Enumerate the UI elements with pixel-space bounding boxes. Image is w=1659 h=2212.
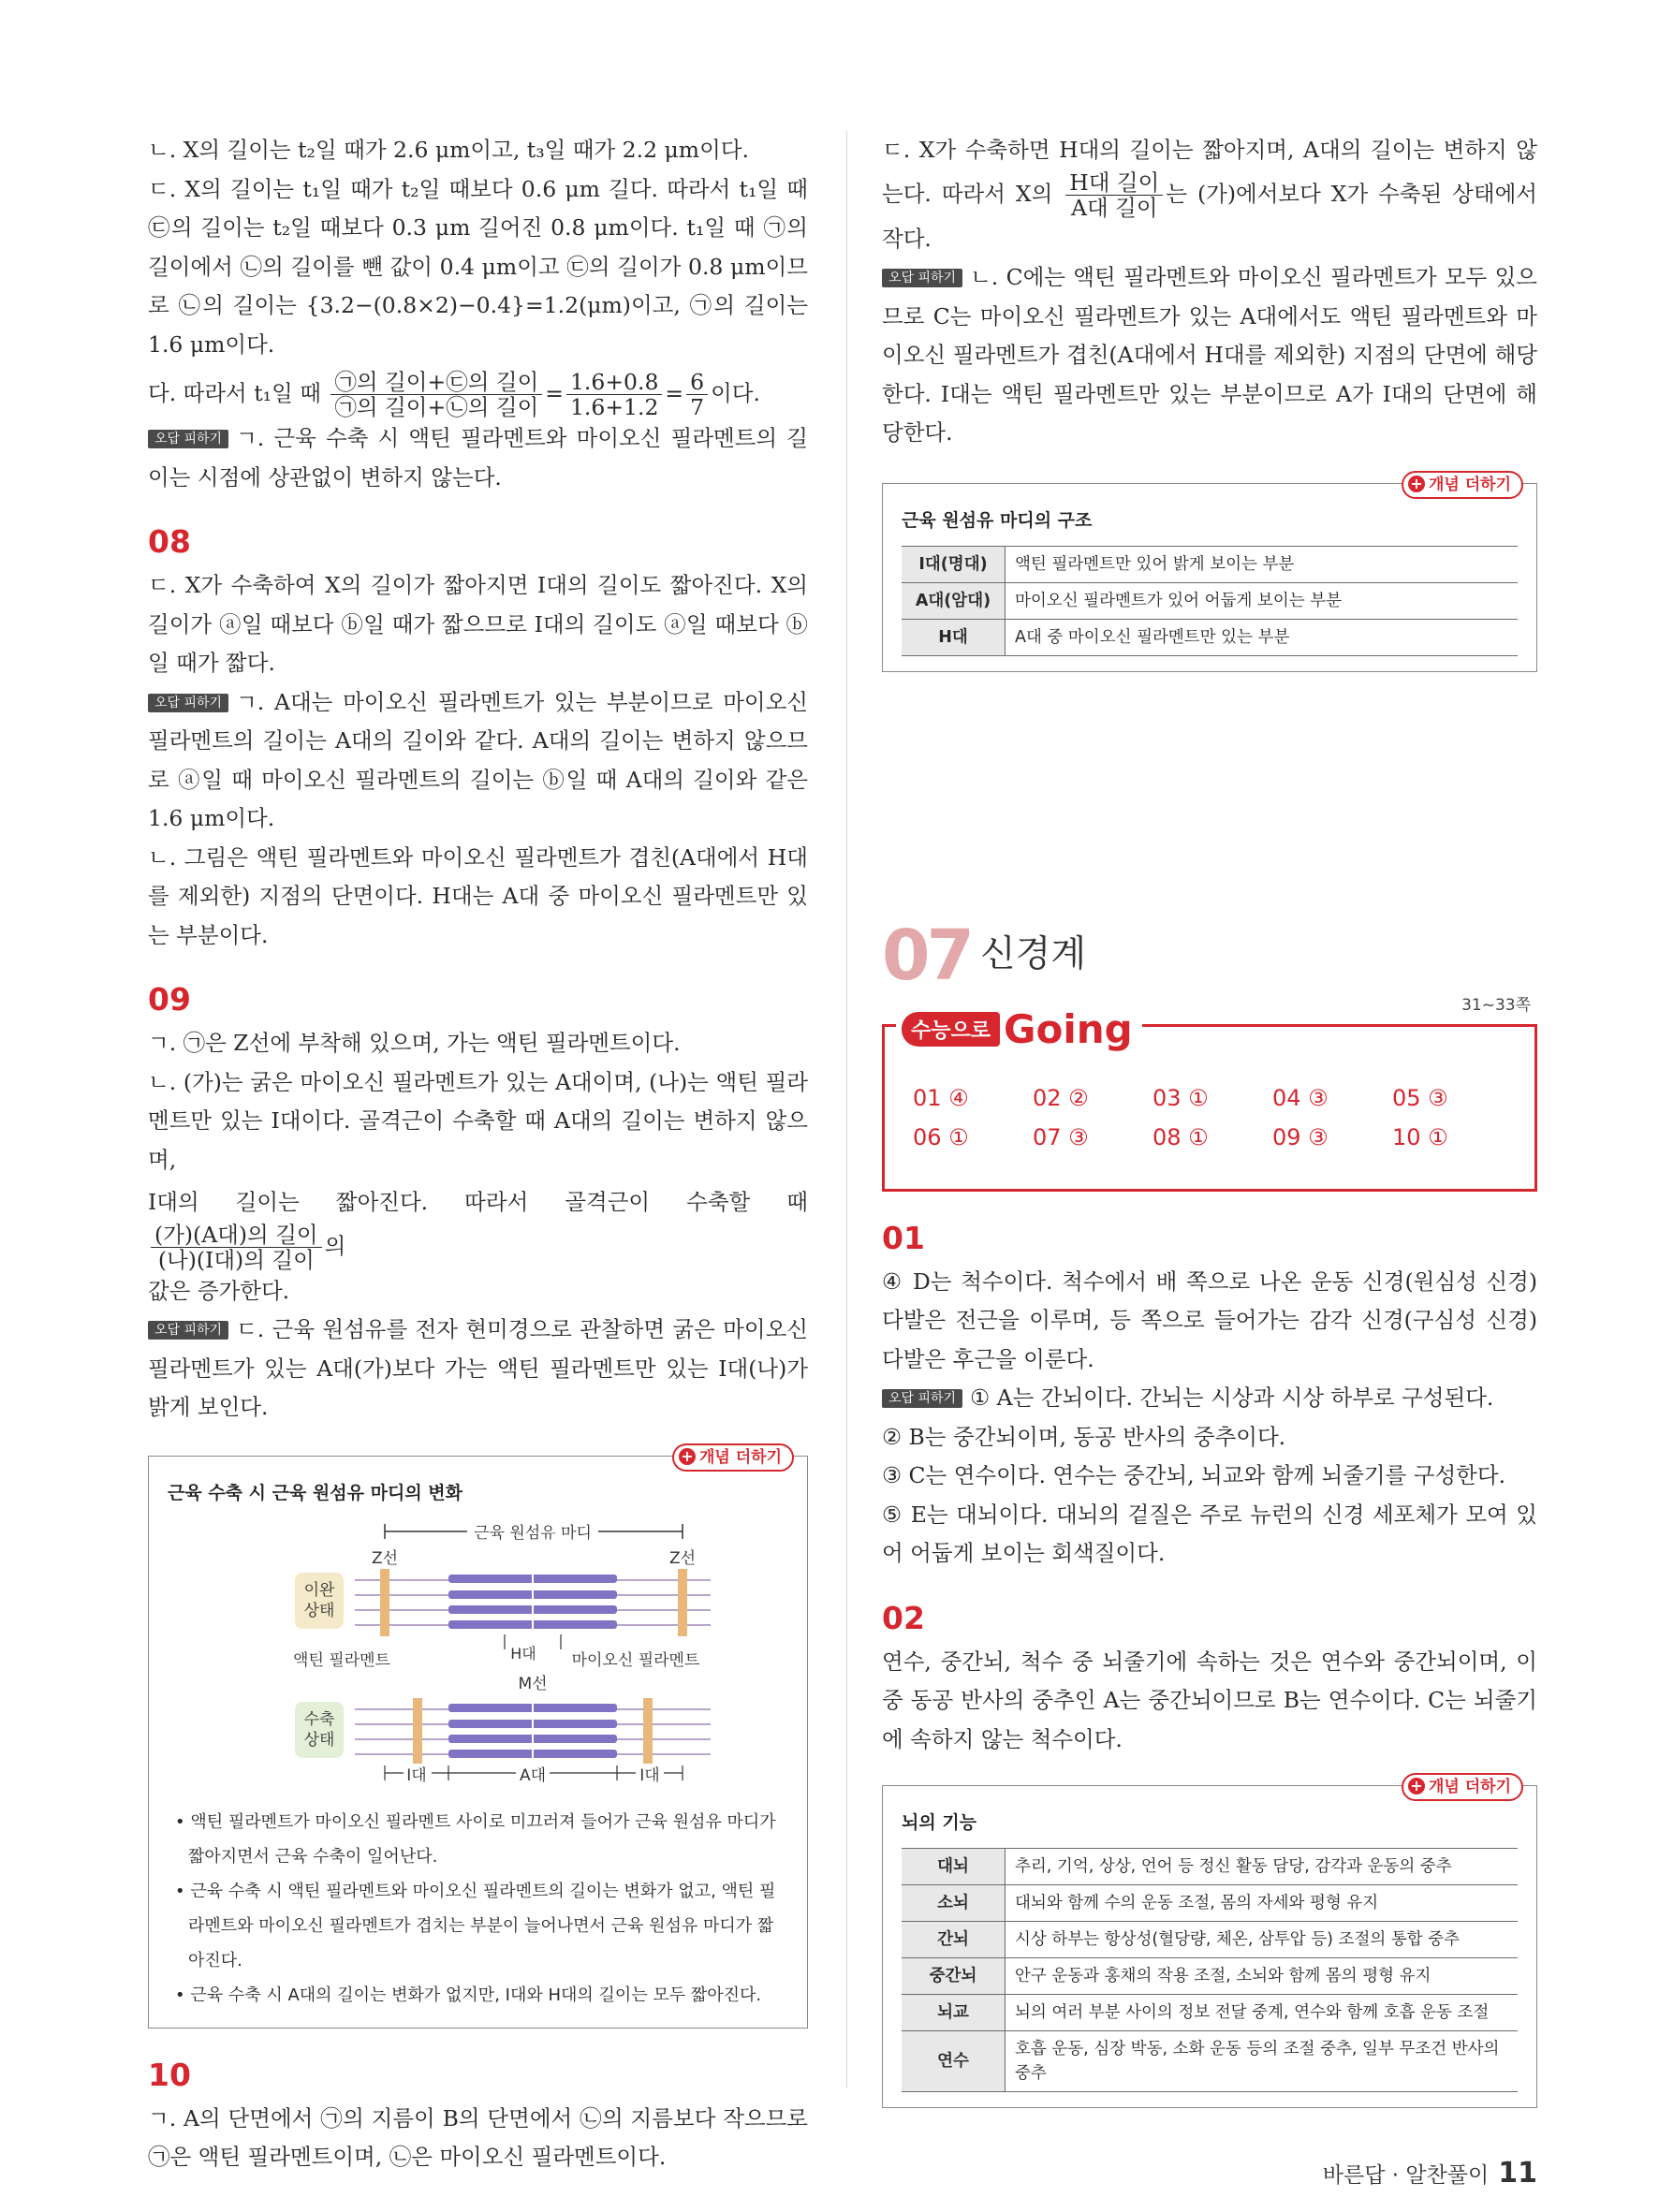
z-line-contracted-left [413, 1698, 422, 1765]
bullet-text: 액틴 필라멘트가 마이오신 필라멘트 사이로 미끄러져 들어가 근육 원섬유 마디가 짧아지면서 근육 수축이 일어난다. [188, 1811, 776, 1867]
box-title: 근육 원섬유 마디의 구조 [902, 509, 1093, 531]
frac-numerator: 1.6+0.8 [566, 370, 662, 395]
concept-plus-badge [672, 1443, 794, 1472]
q01-line: ⑤ E는 대뇌이다. 대뇌의 겉질은 주로 뉴런의 신경 세포체가 모여 있어 어둡게 보이는 회색질이다. [882, 1501, 1537, 1566]
q01-wrong-text: ① A는 간뇌이다. 간뇌는 시상과 시상 하부로 구성된다. [970, 1384, 1494, 1411]
column-divider [846, 131, 847, 2087]
row-value: 추리, 기억, 상상, 언어 등 정신 활동 담당, 감각과 운동의 중추 [1006, 1849, 1519, 1885]
sarcomere-diagram [168, 1518, 785, 1790]
left-column [148, 131, 808, 2177]
row-key: H대 [902, 619, 1006, 655]
frac-denominator: ㉠의 길이+㉡의 길이 [334, 394, 539, 420]
footer-label: 바른답 · 알찬풀이 [1322, 2163, 1490, 2188]
row-key: 대뇌 [902, 1849, 1006, 1885]
going-label [896, 1006, 1142, 1052]
row-key: 간뇌 [902, 1922, 1006, 1958]
frac-numerator: (가)(A대)의 길이 [151, 1223, 322, 1248]
q07-fraction-line: 다. 따라서 t₁일 때 $\frac{\text{㉠의 길이+㉢의 길이}}{\text{㉠의 길이+㉡의 길이}}$ = $\frac{1.6+0.8}{1.6+1.2}$ = $\frac{6}{7}$ 이다. [148, 369, 760, 420]
q09-text-a: ㄱ. ㉠은 Z선에 부착해 있으며, 가는 액틴 필라멘트이다. [148, 1030, 681, 1056]
brain-function-table [902, 1848, 1518, 2092]
table-row [902, 1922, 1518, 1958]
row-key: 연수 [902, 2031, 1006, 2092]
bullet-text: 근육 수축 시 액틴 필라멘트와 마이오신 필라멘트의 길이는 변화가 없고, 액틴 필라멘트와 마이오신 필라멘트가 겹치는 부분이 늘어나면서 근육 원섬유 마디가 짧아진다. [188, 1881, 776, 1970]
question-number-08: 08 [148, 523, 191, 560]
q07-line-2: ㄷ. X의 길이는 t₁일 때가 t₂일 때보다 0.6 μm 길다. 따라서 t₁일 때 ㉢의 길이는 t₂일 때보다 0.3 μm 길어진 0.8 μm이다. t₁일 때 ㉠의 길이에서 ㉡의 길이를 뺀 값이 0.4 μm이고 ㉢의 길이가 0.8 μm이므로 ㉡의 길이는 {3.2−(0.8×2)−0.4}=1.2(μm)이고, ㉠의 길이는 1.6 μm이다. [148, 175, 808, 358]
frac-denominator: 1.6+1.2 [569, 394, 659, 420]
row-value: 시상 하부는 항상성(혈당량, 체온, 삼투압 등) 조절의 통합 중추 [1006, 1922, 1519, 1958]
frac-numerator: ㉠의 길이+㉢의 길이 [330, 370, 542, 395]
q01-text: ④ D는 척수이다. 척수에서 배 쪽으로 나온 운동 신경(원심성 신경) 다발은 전근을 이루며, 등 쪽으로 들어가는 감각 신경(구심성 신경) 다발은 후근을 이룬다. [882, 1267, 1537, 1372]
fraction-2 [566, 370, 662, 419]
frac-numerator: H대 길이 [1065, 170, 1163, 196]
q09-wrong-text: ㄷ. 근육 원섬유를 전자 현미경으로 관찰하면 굵은 마이오신 필라멘트가 있는 A대(가)보다 가는 액틴 필라멘트만 있는 I대(나)가 밝게 보인다. [148, 1316, 808, 1420]
table-row [902, 582, 1518, 619]
table-row [902, 1885, 1518, 1922]
answer-item: 01 ④ [913, 1084, 969, 1111]
row-value: A대 중 마이오신 필라멘트만 있는 부분 [1006, 619, 1519, 655]
frac-denominator: (나)(I대)의 길이 [157, 1246, 315, 1273]
relaxed-label-2: 상태 [303, 1601, 335, 1620]
chapter-heading [882, 916, 1537, 996]
answer-item: 08 ① [1152, 1123, 1209, 1150]
question-number-01: 01 [882, 1219, 925, 1256]
answer-item: 10 ① [1392, 1123, 1448, 1150]
plus-icon: + [679, 1448, 696, 1465]
q10-c-text [882, 131, 1537, 258]
plus-icon: + [1408, 476, 1425, 492]
q07-frac-tail: 이다. [711, 380, 760, 406]
row-value: 호흡 운동, 심장 박동, 소화 운동 등의 조절 중추, 일부 무조건 반사의 중추 [1006, 2031, 1519, 2092]
concept-plus-badge [1402, 1773, 1523, 1801]
row-value: 대뇌와 함께 수의 운동 조절, 몸의 자세와 평형 유지 [1006, 1885, 1519, 1922]
answer-item: 07 ③ [1033, 1123, 1089, 1150]
q08-text: ㄷ. X가 수축하여 X의 길이가 짧아지면 I대의 길이도 짧아진다. X의 길이가 ⓐ일 때보다 ⓑ일 때가 짧으므로 I대의 길이도 ⓐ일 때보다 ⓑ일 때가 짧다. [148, 572, 808, 676]
row-key: A대(암대) [902, 582, 1006, 619]
right-column [882, 131, 1537, 2108]
answer-item: 09 ③ [1272, 1123, 1329, 1150]
bullet-text: 근육 수축 시 A대의 길이는 변화가 없지만, I대와 H대의 길이는 모두 짧아진다. [190, 1985, 762, 2005]
bullet-item: • 액틴 필라멘트가 마이오신 필라멘트 사이로 미끄러져 들어가 근육 원섬유 마디가 짧아지면서 근육 수축이 일어난다. [175, 1811, 776, 1867]
concept-plus-badge [1402, 471, 1523, 499]
q01-wrong [882, 1379, 1537, 1418]
box-title: 근육 수축 시 근육 원섬유 마디의 변화 [168, 1482, 462, 1503]
fraction-1 [330, 370, 542, 419]
q07-wrong [148, 419, 808, 497]
q10-wrong-text: ㄴ. C에는 액틴 필라멘트와 마이오신 필라멘트가 모두 있으므로 C는 마이오신 필라멘트가 있는 A대에서도 액틴 필라멘트와 마이오신 필라멘트가 겹친(A대에서 H대를 제외한) 지점의 단면에 해당한다. I대는 액틴 필라멘트만 있는 부분이므로 A가 I대의 단면에 해당한다. [882, 264, 1537, 446]
q08-wrong [148, 683, 808, 839]
wrong-answer-tag: 오답 피하기 [148, 694, 228, 712]
chapter-title: 신경계 [979, 932, 1087, 975]
concept-box-sarcomere-change [148, 1446, 808, 2029]
table-row [902, 619, 1518, 655]
q08-wrong-text: ㄱ. A대는 마이오신 필라멘트가 있는 부분이므로 마이오신 필라멘트의 길이는 A대의 길이와 같다. A대의 길이는 변하지 않으므로 ⓐ일 때 마이오신 필라멘트의 길이는 ⓑ일 때 A대의 길이와 같은 1.6 μm이다. [148, 688, 808, 831]
answer-item: 06 ① [913, 1123, 969, 1150]
bullet-item: • 근육 수축 시 액틴 필라멘트와 마이오신 필라멘트의 길이는 변화가 없고, 액틴 필라멘트와 마이오신 필라멘트가 겹치는 부분이 늘어나면서 근육 원섬유 마디가 짧아진다. [175, 1881, 776, 1970]
row-key: I대(명대) [902, 546, 1006, 582]
concept-box-sarcomere-structure [882, 474, 1537, 672]
z-line-contracted-right [643, 1698, 653, 1765]
row-key: 뇌교 [902, 1995, 1006, 2031]
row-key: 중간뇌 [902, 1958, 1006, 1995]
wrong-answer-tag: 오답 피하기 [148, 430, 228, 448]
fraction-3 [686, 370, 708, 419]
going-big-label: Going [1004, 1005, 1133, 1052]
badge-label: 개념 더하기 [698, 1447, 782, 1467]
q07-frac-lead: 다. 따라서 t₁일 때 [148, 380, 321, 406]
answer-item: 04 ③ [1272, 1084, 1329, 1111]
page-range: 31~33쪽 [1461, 995, 1531, 1015]
q09-text-c: 값은 증가한다. [148, 1277, 290, 1304]
fraction-q09 [151, 1223, 322, 1272]
table-row [902, 1995, 1518, 2031]
q07-line-1: ㄴ. X의 길이는 t₂일 때가 2.6 μm이고, t₃일 때가 2.2 μm이다. [148, 137, 749, 163]
plus-icon: + [1408, 1778, 1425, 1795]
q09-frac-tail: 의 [324, 1232, 346, 1259]
row-value: 안구 운동과 홍채의 작용 조절, 소뇌와 함께 몸의 평형 유지 [1006, 1958, 1519, 1995]
z-line-relaxed-right [678, 1569, 687, 1636]
a-band-label: A대 [519, 1765, 547, 1785]
box-bullets [168, 1805, 788, 2013]
z-line-left-label: Z선 [371, 1548, 399, 1568]
q01-line: ③ C는 연수이다. 연수는 중간뇌, 뇌교와 함께 뇌줄기를 구성한다. [882, 1462, 1506, 1488]
q09-fraction-line [148, 1183, 808, 1272]
q10-wrong [882, 258, 1537, 453]
fraction-h-a [1065, 170, 1163, 220]
q09-frac-lead: I대의 길이는 짧아진다. 따라서 골격근이 수축할 때 [148, 1189, 808, 1215]
sarcomere-structure-table [902, 546, 1518, 656]
table-row [902, 2031, 1518, 2092]
q10-c-post: 는 (가)에서보다 X가 수축된 상태에서 작다. [882, 180, 1537, 252]
frac-denominator: 7 [690, 394, 705, 420]
frac-numerator: 6 [686, 370, 708, 395]
wrong-answer-tag: 오답 피하기 [148, 1321, 228, 1340]
badge-label: 개념 더하기 [1428, 475, 1511, 494]
sarcomere-label: 근육 원섬유 마디 [474, 1523, 592, 1543]
answer-item: 05 ③ [1392, 1084, 1448, 1111]
question-number-09: 09 [148, 981, 191, 1018]
q01-line: ② B는 중간뇌이며, 동공 반사의 중추이다. [882, 1423, 1286, 1450]
row-value: 액틴 필라멘트만 있어 밝게 보이는 부분 [1006, 546, 1519, 582]
q10-c-pre: ㄷ. X가 수축하면 H대의 길이는 짧아지며, A대의 길이는 변하지 않는다. 따라서 X의 [882, 137, 1537, 207]
table-row [902, 546, 1518, 582]
chapter-number: 07 [882, 915, 971, 996]
table-row [902, 1958, 1518, 1995]
badge-label: 개념 더하기 [1428, 1778, 1511, 1796]
q09-text-b: ㄴ. (가)는 굵은 마이오신 필라멘트가 있는 A대이며, (나)는 액틴 필라멘트만 있는 I대이다. 골격근이 수축할 때 A대의 길이는 변하지 않으며, [148, 1068, 808, 1173]
q08-wrong-2: ㄴ. 그림은 액틴 필라멘트와 마이오신 필라멘트가 겹친(A대에서 H대를 제외한) 지점의 단면이다. H대는 A대 중 마이오신 필라멘트만 있는 부분이다. [148, 843, 808, 948]
page-footer [1323, 2157, 1537, 2190]
m-line-label: M선 [518, 1674, 548, 1693]
question-number-10: 10 [148, 2056, 191, 2093]
answer-item: 03 ① [1152, 1084, 1209, 1111]
row-value: 마이오신 필라멘트가 있어 어둡게 보이는 부분 [1006, 582, 1519, 619]
answer-grid [913, 1085, 1512, 1150]
row-key: 소뇌 [902, 1885, 1006, 1922]
answer-item: 02 ② [1033, 1084, 1089, 1111]
contracted-label-2: 상태 [303, 1730, 335, 1750]
q07-wrong-text: ㄱ. 근육 수축 시 액틴 필라멘트와 마이오신 필라멘트의 길이는 시점에 상관없이 변하지 않는다. [148, 425, 808, 491]
q10-text: ㄱ. A의 단면에서 ㉠의 지름이 B의 단면에서 ㉡의 지름보다 작으므로 ㉠은 액틴 필라멘트이며, ㉡은 마이오신 필라멘트이다. [148, 2104, 808, 2170]
answer-summary-box [882, 995, 1537, 1192]
relaxed-label-1: 이완 [303, 1580, 335, 1600]
contracted-label-1: 수축 [303, 1709, 335, 1729]
myosin-label: 마이오신 필라멘트 [571, 1650, 700, 1670]
bullet-item: • 근육 수축 시 A대의 길이는 변화가 없지만, I대와 H대의 길이는 모두 짧아진다. [175, 1985, 762, 2005]
z-line-right-label: Z선 [668, 1548, 697, 1568]
i-band-right-label: I대 [639, 1765, 660, 1785]
q02-text: 연수, 중간뇌, 척수 중 뇌줄기에 속하는 것은 연수와 중간뇌이며, 이 중 동공 반사의 중추인 A는 중간뇌이므로 B는 연수이다. C는 뇌줄기에 속하지 않는 척수이다. [882, 1648, 1537, 1752]
wrong-answer-tag: 오답 피하기 [882, 269, 962, 287]
h-band-label: H대 [510, 1644, 536, 1663]
table-row [902, 1849, 1518, 1885]
concept-box-brain-functions [882, 1777, 1537, 2108]
box-title: 뇌의 기능 [902, 1812, 977, 1833]
row-value: 뇌의 여러 부분 사이의 정보 전달 중계, 연수와 함께 호흡 운동 조절 [1006, 1995, 1519, 2031]
z-line-relaxed-left [380, 1569, 389, 1636]
page-number: 11 [1498, 2157, 1537, 2190]
frac-denominator: A대 길이 [1071, 194, 1158, 221]
q09-wrong [148, 1311, 808, 1428]
i-band-left-label: I대 [406, 1765, 427, 1785]
question-number-02: 02 [882, 1599, 925, 1636]
actin-label: 액틴 필라멘트 [293, 1650, 390, 1670]
going-small-label: 수능으로 [902, 1012, 1000, 1047]
wrong-answer-tag: 오답 피하기 [882, 1389, 962, 1408]
